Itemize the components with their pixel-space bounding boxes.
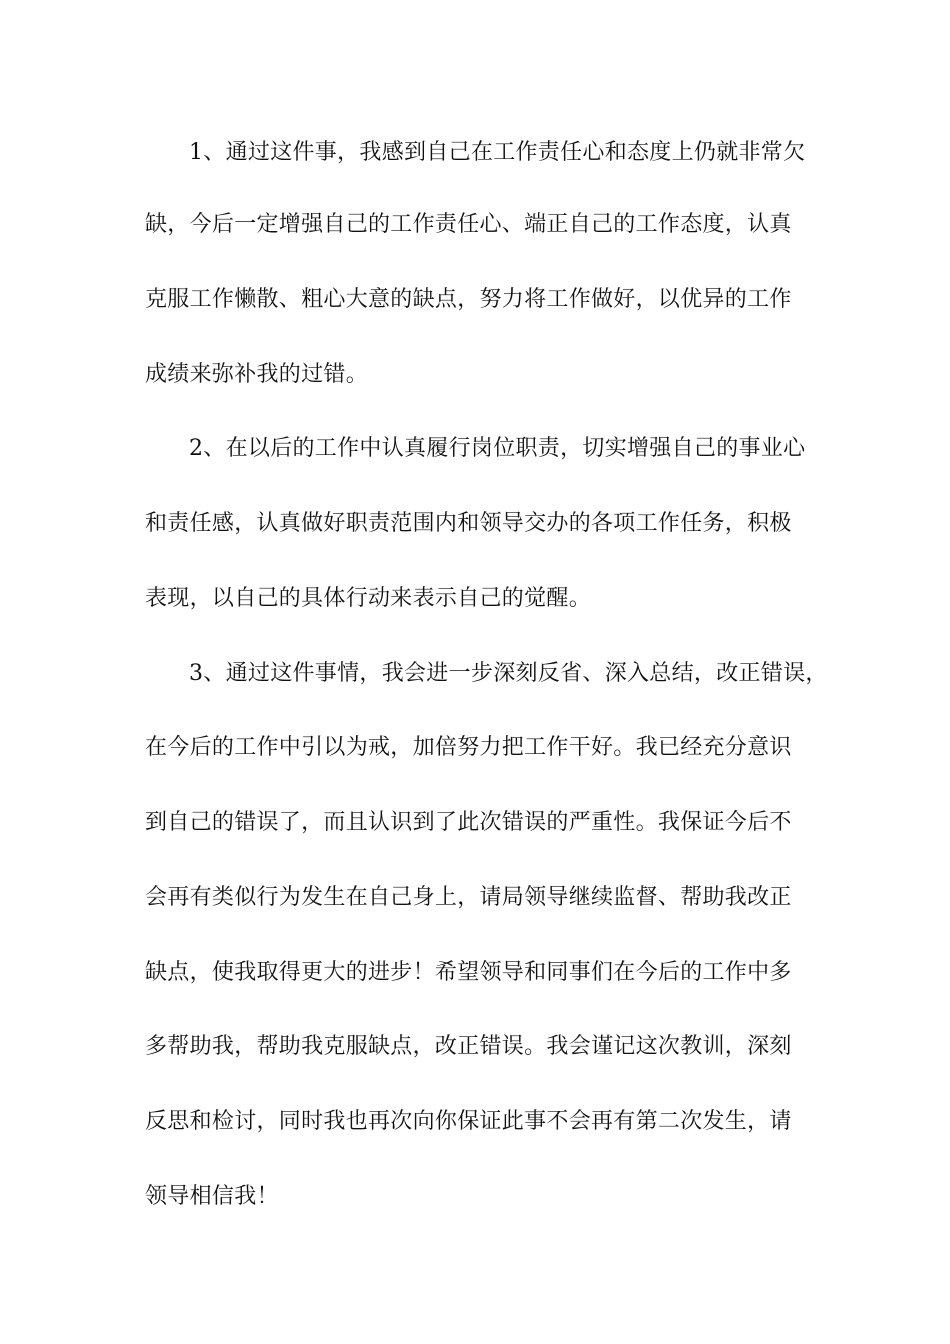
paragraph-line: 成绩来弥补我的过错。 [145,362,369,387]
paragraph-line: 反思和检讨，同时我也再次向你保证此事不会再有第二次发生，请 [145,1109,792,1134]
paragraph-line: 表现，以自己的具体行动来表示自己的觉醒。 [145,586,592,611]
paragraph-line: 多帮助我，帮助我克服缺点，改正错误。我会谨记这次教训，深刻 [145,1034,792,1059]
paragraph-line: 2、在以后的工作中认真履行岗位职责，切实增强自己的事业心 [189,436,806,461]
paragraph-line: 缺，今后一定增强自己的工作责任心、端正自己的工作态度，认真 [145,212,792,237]
paragraph-line: 3、通过这件事情，我会进一步深刻反省、深入总结，改正错误， [189,661,828,686]
paragraph-line: 和责任感，认真做好职责范围内和领导交办的各项工作任务，积极 [145,511,792,536]
paragraph-line: 到自己的错误了，而且认识到了此次错误的严重性。我保证今后不 [145,810,792,835]
paragraph-line: 领导相信我！ [145,1184,279,1209]
paragraph-line: 克服工作懒散、粗心大意的缺点，努力将工作做好，以优异的工作 [145,287,792,312]
paragraph-line: 会再有类似行为发生在自己身上，请局领导继续监督、帮助我改正 [145,885,792,910]
paragraph-line: 1、通过这件事，我感到自己在工作责任心和态度上仍就非常欠 [189,140,806,165]
paragraph-line: 缺点，使我取得更大的进步！希望领导和同事们在今后的工作中多 [145,960,792,985]
paragraph-line: 在今后的工作中引以为戒，加倍努力把工作干好。我已经充分意识 [145,735,792,760]
